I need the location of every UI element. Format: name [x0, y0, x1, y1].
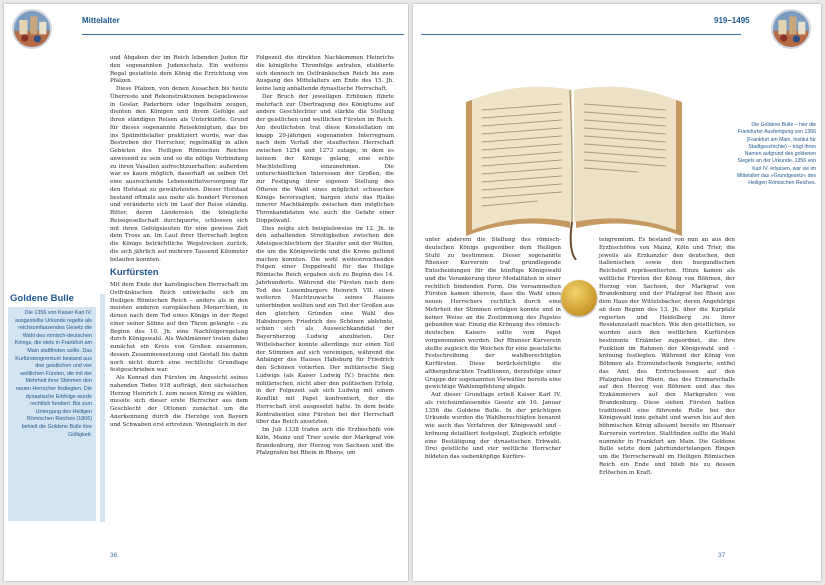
right-column-2: [599, 237, 735, 477]
sidebar-accent-strip: [100, 294, 105, 522]
header-rule: [82, 34, 404, 35]
golden-seal-image: [561, 280, 597, 316]
chapter-medallion-image: [12, 9, 52, 49]
right-page: [413, 4, 821, 581]
image-caption: Die Goldene Bulle – hier die Frankfurter Ausfertigung von 1366 (Frankfurt am Main, Institut für Stadtgeschichte) – trägt ihren Namen aufgrund des goldenen Siegels an der Urkunde. 1356 von Karl IV. erlassen, war sie im Mittelalter das »Grundgesetz« des Heiligen Römischen Reiches.: [736, 122, 816, 187]
header-rule: [421, 34, 741, 35]
paragraph: Dies zeigte sich beispielsweise im 12. Jh. in den anhaltenden Streitigkeiten zwischen den Adelsgeschlechtern der Staufer und der Welfen, die um die Königswürde und die Krone geltend machen konnten. Die wohl weitestreichenden Folgen einer Doppelwahl für das Heilige Römische Reich ergaben sich zu Beginn des 14. Jahrhunderts. Während die Fürsten nach dem Tod des Luxemburgers Heinrich VII. einen weiteren Machtzuwachs seines Hauses unterbinden wollten und ein Teil der Großen aus den gleichen Gründen eine Wahl des Habsburgers Friedrich des Schönen ablehnte, schien sich als Ausweichkandidat der Bayernherzog Ludwig anzubieten. Der Wittelsbacher konnte allerdings nur einen Teil der Stimmen auf sich vereinigen, während die Anhänger des Hauses Habsburg für Friedrich den Schönen votierten. Der militärische Sieg Ludwigs (als Kaiser Ludwig IV.) brachte den militärischen, nicht aber den politischen Erfolg, in der Folgezeit sah sich Ludwig mit einem Konflikt mit Papst konfrontiert, der die Herrschaft erst ausgesetzt hatte. In dem beide Kontrahenten eine Fürsten bei der Herrschaft über das Reich ansetzten.: [256, 225, 394, 426]
paragraph: Auf dieser Grundlage erließ Kaiser Karl IV. als reichsumfassendes Gesetz am 10. Januar 1356 die Goldene Bulle. In der prächtigen Urkunde wurden die Wahlberechtigten benannt wie auch das Verfahren der Königswahl und -krönung detailliert festgelegt. Zugleich erfolgte eine Bestätigung der dynastischen Erbwahl. Drei geistliche und vier weltliche Herrscher bildeten das siebenköpfige Kurfürs-: [425, 392, 561, 460]
chapter-medallion-image: [771, 9, 811, 49]
paragraph: Mit dem Ende der karolingischen Herrschaft im Ostfränkischen Reich entwickelte sich im Heiligen Römischen Reich – anders als in den meisten anderen europäischen Monarchien, in denen nach dem Tod eines Königs in der Regel einer seiner Söhne auf den Thron gelangte – zu Beginn des 10. Jh. eine Nachfolgeregelung durch Königswahl. Als Wahlmänner traten dabei zunächst ein Kreis von Großen zusammen, dessen Zusammensetzung und Gestalt bis dahin noch nicht durch eine rechtliche Grundlage festgeschrieben war.: [110, 282, 248, 374]
paragraph: Als Konrad den Fürsten im Angesicht seines nahenden Todes 918 aufträgt, den sächsischen Herzog Heinrich I. zum neuen König zu wählen, musste sich dieser erste Herrscher aus dem Geschlecht der Ottonen zunächst um die Anerkennung durch die Herzöge von Bayern und Schwaben erst ertrotzen. Wenngleich in der: [110, 375, 248, 428]
sidebar-text: Die 1356 von Kaiser Karl IV. ausgestellte Urkunde regelte als reichsumfassendes Gesetz die Wahl des römisch-deutschen Königs, die stets in Frankfurt am Main stattfinden sollte. Das Kurfürstengremium bestand aus drei geistlichen und vier weltlichen Fürsten, die mit der Mehrheit ihrer Stimmen den neuen Herrscher festlegten. Die dynastische Erbfolge wurde rechtlich fundiert. Bis zum Untergang des Heiligen Römischen Reiches (1806) behielt die Goldene Bulle ihre Gültigkeit.: [14, 310, 92, 438]
paragraph: tengremium. Es bestand von nun an aus den Erzbischöfen von Mainz, Köln und Trier, die jeweils als Erzkanzler den deutschen, den italienischen sowie den burgundischen Reichsteil repräsentierten. Hinzu kamen als weltliche Fürsten der König von Böhmen, der Herzog von Sachsen, der Markgraf von Brandenburg und der Pfalzgraf bei Rhein aus dem Haus der Wittelsbacher, deren Angehörige ab dem Beginn des 13. Jh. über die Kurpfalz regierten und Heidelberg zu ihrer Residenzstadt machten. Wie den geistlichen, so wurden auch den weltlichen Kurfürsten bestimmte Erzämter zugeordnet, die ihre Funktion im Rahmen der Königswahl und -krönung festlegten. Während der König von Böhmen als Erzmundschenk fungierte, entfiel das Amt des Erztruchsessen auf den Pfalzgrafen bei Rhein, das des Erzmarschalls auf den Herzog von Böhmen und das des Erzkämmerers auf den Markgrafen von Brandenburg. Diese sieben Fürsten hatten traditionell eine führende Rolle bei der Königswahl inne gehabt und waren bis auf den böhmischen König allesamt bereits im Rhenser Kurverein vertreten. Stattfinden sollte die Wahl nunmehr in Frankfurt am Main. Die Goldene Bulle setzte dem jahrhundertelangen Ringen um die Herrscherwahl im Heiligen Römischen Reich ein Ende und blieb bis zu dessen Erlöschen in Kraft.: [599, 237, 735, 476]
paragraph: Diese Pfalzen, von denen Ausachen bis heute Überreste und Rekonstruktionen beispielsweise in Goslar, Paderborn oder Ingelheim zeugen, dienten den Königen und ihrem Gefolge auf ihren ständigen Reisen als Unterkünfte. Grund für dieses sogenannte Reisekönigtum, das bis ins Spätmittelalter praktiziert wurde, war das Bestreben der Herrscher, regelmäßig in allen Gebieten des Heiligen Römischen Reiches anwesend zu sein und so die nötige Verbindung zu ihren Vasallen aufrechtzuerhalten; außerdem war es kaum möglich, dauerhaft an selben Ort eine ausreichende Lebensmittelversorgung für den Hofstaat zu gewährleisten. Dieser Hofstaat bestand oftmals aus mehr als hundert Personen und veränderte sich im Lauf der Reise ständig. Ritter, deren Ländereien die königliche Reisegesellschaft durchquerte, schlossen sich mit ihren Gefolgsleuten für eine gewisse Zeit dem Tross an. Im Lauf ihrer Herrschaft legten die Könige beträchtliche Wegstrecken zurück, die sich jährlich auf mehrere Tausend Kilometer belaufen konnten.: [110, 86, 248, 263]
section-heading-kurfuersten: Kurfürsten: [110, 267, 159, 279]
paragraph: und Abgaben der im Reich lebenden Juden für den sogenannten Judenschutz. Ein weiteres Regal gestattete dem König die Errichtung von Pfalzen.: [110, 55, 248, 85]
paragraph: Folgezeit die direkten Nachkommen Heinrichs die königliche Thronfolge antraten, etablierte sich dennoch im Ostfränkischen Reich bis zum Ausgang des Mittelalters am Ende des 15. Jh. keine lang anhaltende dynastische Herrschaft.: [256, 55, 394, 92]
golden-bull-book-image: [458, 50, 688, 260]
running-header-dates: 919–1495: [714, 16, 750, 25]
left-column-1: [110, 55, 248, 429]
paragraph: Der Bruch der jeweiligen Erblinien führte mehrfach zur Übertragung des Königtums auf andere Geschlechter und stärkte die Stellung der geistlichen und weltlichen Fürsten im Reich. Am deutlichsten trat diese Konstellation im knapp 20-jährigen sogenannten Interregnum nach dem Verfall der staufischen Herrschaft zwischen 1254 und 1273 zutage, in dem es keinem der Könige gelang, eine echte Machtstellung einzunehmen. Die unterschiedlichen Interessen der Großen, die zur Festigung ihrer eigenen Stellung des Öfteren die Wahl eines möglichst schwachen Königs bevorzugten, bargen stets das Risiko innerer Machtkämpfe zwischen den möglichen Thronkandidaten wie auch die Gefahr einer Doppelwahl.: [256, 93, 394, 224]
paragraph: Im Juli 1338 trafen sich die Erzbischöfe von Köln, Mainz und Trier sowie der Markgraf von Brandenburg, der Herzog von Sachsen und die Pfalzgrafen bei Rhein in Rhens, um: [256, 427, 394, 457]
right-column-1: [425, 237, 561, 462]
left-column-2: [256, 55, 394, 458]
left-page: [4, 4, 408, 581]
running-header-title: Mittelalter: [82, 16, 120, 25]
page-number-left: 36: [110, 552, 118, 559]
page-number-right: 37: [718, 552, 726, 559]
sidebar-title: Goldene Bulle: [10, 293, 74, 304]
paragraph: unter anderem die Stellung des römisch-deutschen Königs gegenüber dem Heiligen Stuhl zu bestimmen. Dieser sogenannte Rhenser Kurverein traf grundlegende Entscheidungen für die künftige Königswahl und die Verankerung ihrer Modalitäten in einer rechtlich bindenden Form. Die versammelten Fürsten kamen überein, dass die Wahl eines neuen Herrschers rechtlich durch eine Mehrheit der Stimmen erfolgen konnte und in keiner Weise an die Zustimmung des Papstes gebunden war. Einzig die Krönung des römisch-deutschen Kaisers sollte vom Papst vorgenommen werden. Der Rhenser Kurverein stellte zugleich die Weichen für eine gesetzliche Festschreibung der wahlberechtigten Kurfürsten. Diese berücksichtigte die althergebrachten Traditionen, derzufolge einer Gruppe der sogenannten Vorwähler bereits eine gewichtige Wahlempfehlung abgab.: [425, 237, 561, 391]
sidebar-box: [8, 307, 96, 521]
